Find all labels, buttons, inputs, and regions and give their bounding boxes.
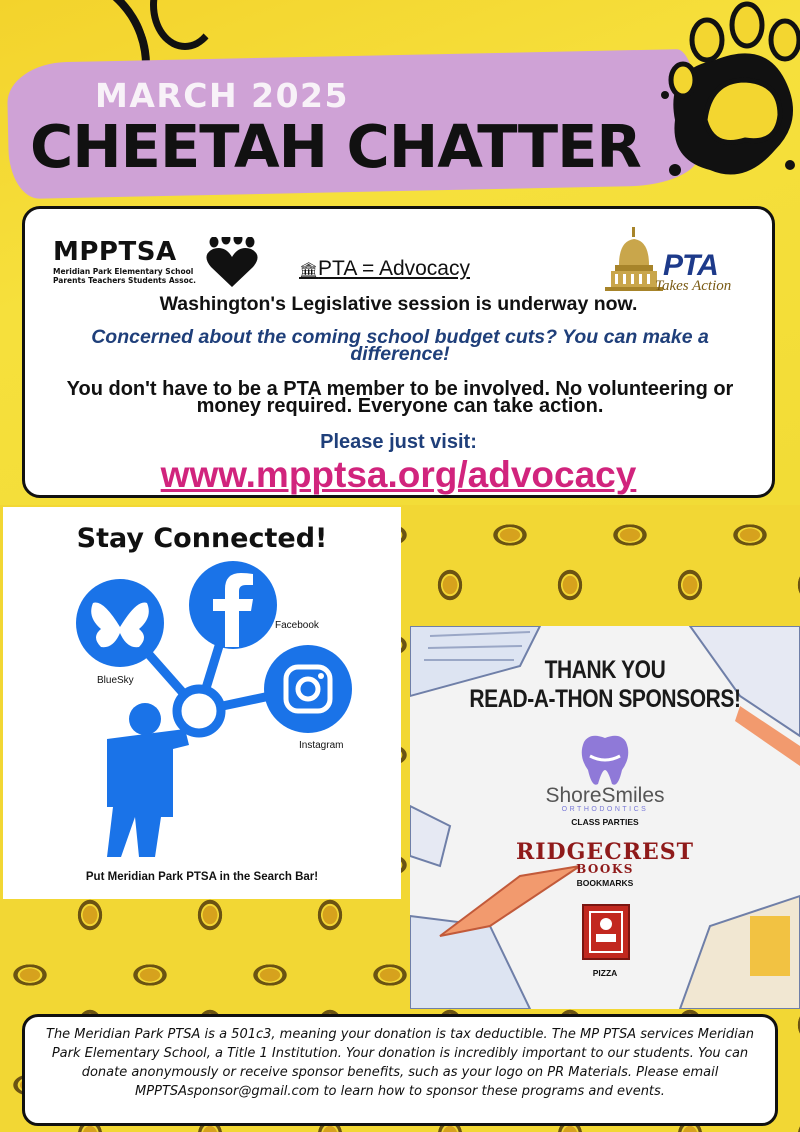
mpptsa-logo-name: MPPTSA [53, 237, 177, 267]
facebook-label: Facebook [275, 620, 319, 631]
shoresmiles-logo-word: Shore [545, 784, 602, 807]
pizzeria-emblem-icon [584, 906, 628, 958]
mpptsa-logo-subtitle: Meridian Park Elementary School [53, 267, 194, 276]
orthodontics-subtitle: ORTHODONTICS [561, 806, 649, 813]
sponsors-panel [410, 626, 800, 1009]
search-bar-instruction: Put Meridian Park PTSA in the Search Bar! [85, 871, 319, 883]
books-logo-text: BOOKS [576, 862, 634, 876]
pizza-sponsor-logo [582, 904, 630, 960]
pta-logo-subtitle: Takes Action [655, 278, 732, 294]
advocacy-heading [299, 257, 470, 281]
legislative-session-text: Washington's Legislative session is underway now. [159, 293, 638, 315]
advocacy-card [22, 206, 775, 498]
newsletter-title: CHEETAH CHATTER [30, 112, 641, 181]
stay-connected-panel [3, 507, 401, 899]
class-parties-caption: CLASS PARTIES [571, 817, 639, 827]
pizza-caption: PIZZA [592, 968, 618, 978]
butterfly-icon [76, 579, 164, 667]
advocacy-link[interactable]: www.mpptsa.org/advocacy [160, 454, 637, 495]
issue-month: MARCH 2025 [95, 76, 349, 115]
paw-print-icon [655, 0, 800, 190]
building-icon: 🏛 [299, 262, 319, 279]
pta-takes-action-logo [605, 223, 745, 295]
stay-connected-title: Stay Connected! [76, 523, 328, 554]
tooth-logo-icon [578, 732, 632, 788]
ridgecrest-logo-text: RIDGECREST [515, 839, 695, 865]
pta-logo-word: PTA [663, 249, 718, 282]
sponsors-title-line: READ-A-THON SPONSORS! [469, 685, 741, 713]
person-icon [107, 703, 189, 857]
bookmarks-caption: BOOKMARKS [576, 878, 634, 888]
mpptsa-logo [53, 237, 196, 285]
bluesky-label: BlueSky [97, 675, 134, 686]
sponsors-title [441, 656, 769, 714]
facebook-icon [189, 561, 277, 649]
budget-cuts-text: Concerned about the coming school budget cuts? You can make a difference! [91, 326, 709, 365]
sponsors-title-line: THANK YOU [544, 656, 666, 684]
paw-heart-icon [203, 237, 261, 289]
involvement-text: You don't have to be a PTA member to be involved. No volunteering or money required. Everyone can take action. [66, 378, 734, 417]
social-network-graphic [3, 507, 401, 899]
visit-prompt: Please just visit: [320, 431, 477, 453]
shoresmiles-logo-text [410, 784, 800, 808]
instagram-label: Instagram [299, 740, 344, 751]
mpptsa-logo-subtitle: Parents Teachers Students Assoc. [53, 276, 197, 285]
instagram-icon [264, 645, 352, 733]
shoresmiles-logo-word: Smiles [601, 784, 665, 807]
donation-info-text: The Meridian Park PTSA is a 501c3, meaning your donation is tax deductible. The MP PTSA services Meridian Park Elementary School, a Title 1 Institution. Your donation is incredibly important to our students. You can donate anonymously or receive sponsor benefits, such as your logo on PR Materials. Please email MPPTSAsponsor@gmail.com to learn how to sponsor these programs and events. [46, 1027, 754, 1099]
donation-info-box [22, 1014, 778, 1126]
advocacy-heading-text: PTA = Advocacy [318, 257, 470, 280]
